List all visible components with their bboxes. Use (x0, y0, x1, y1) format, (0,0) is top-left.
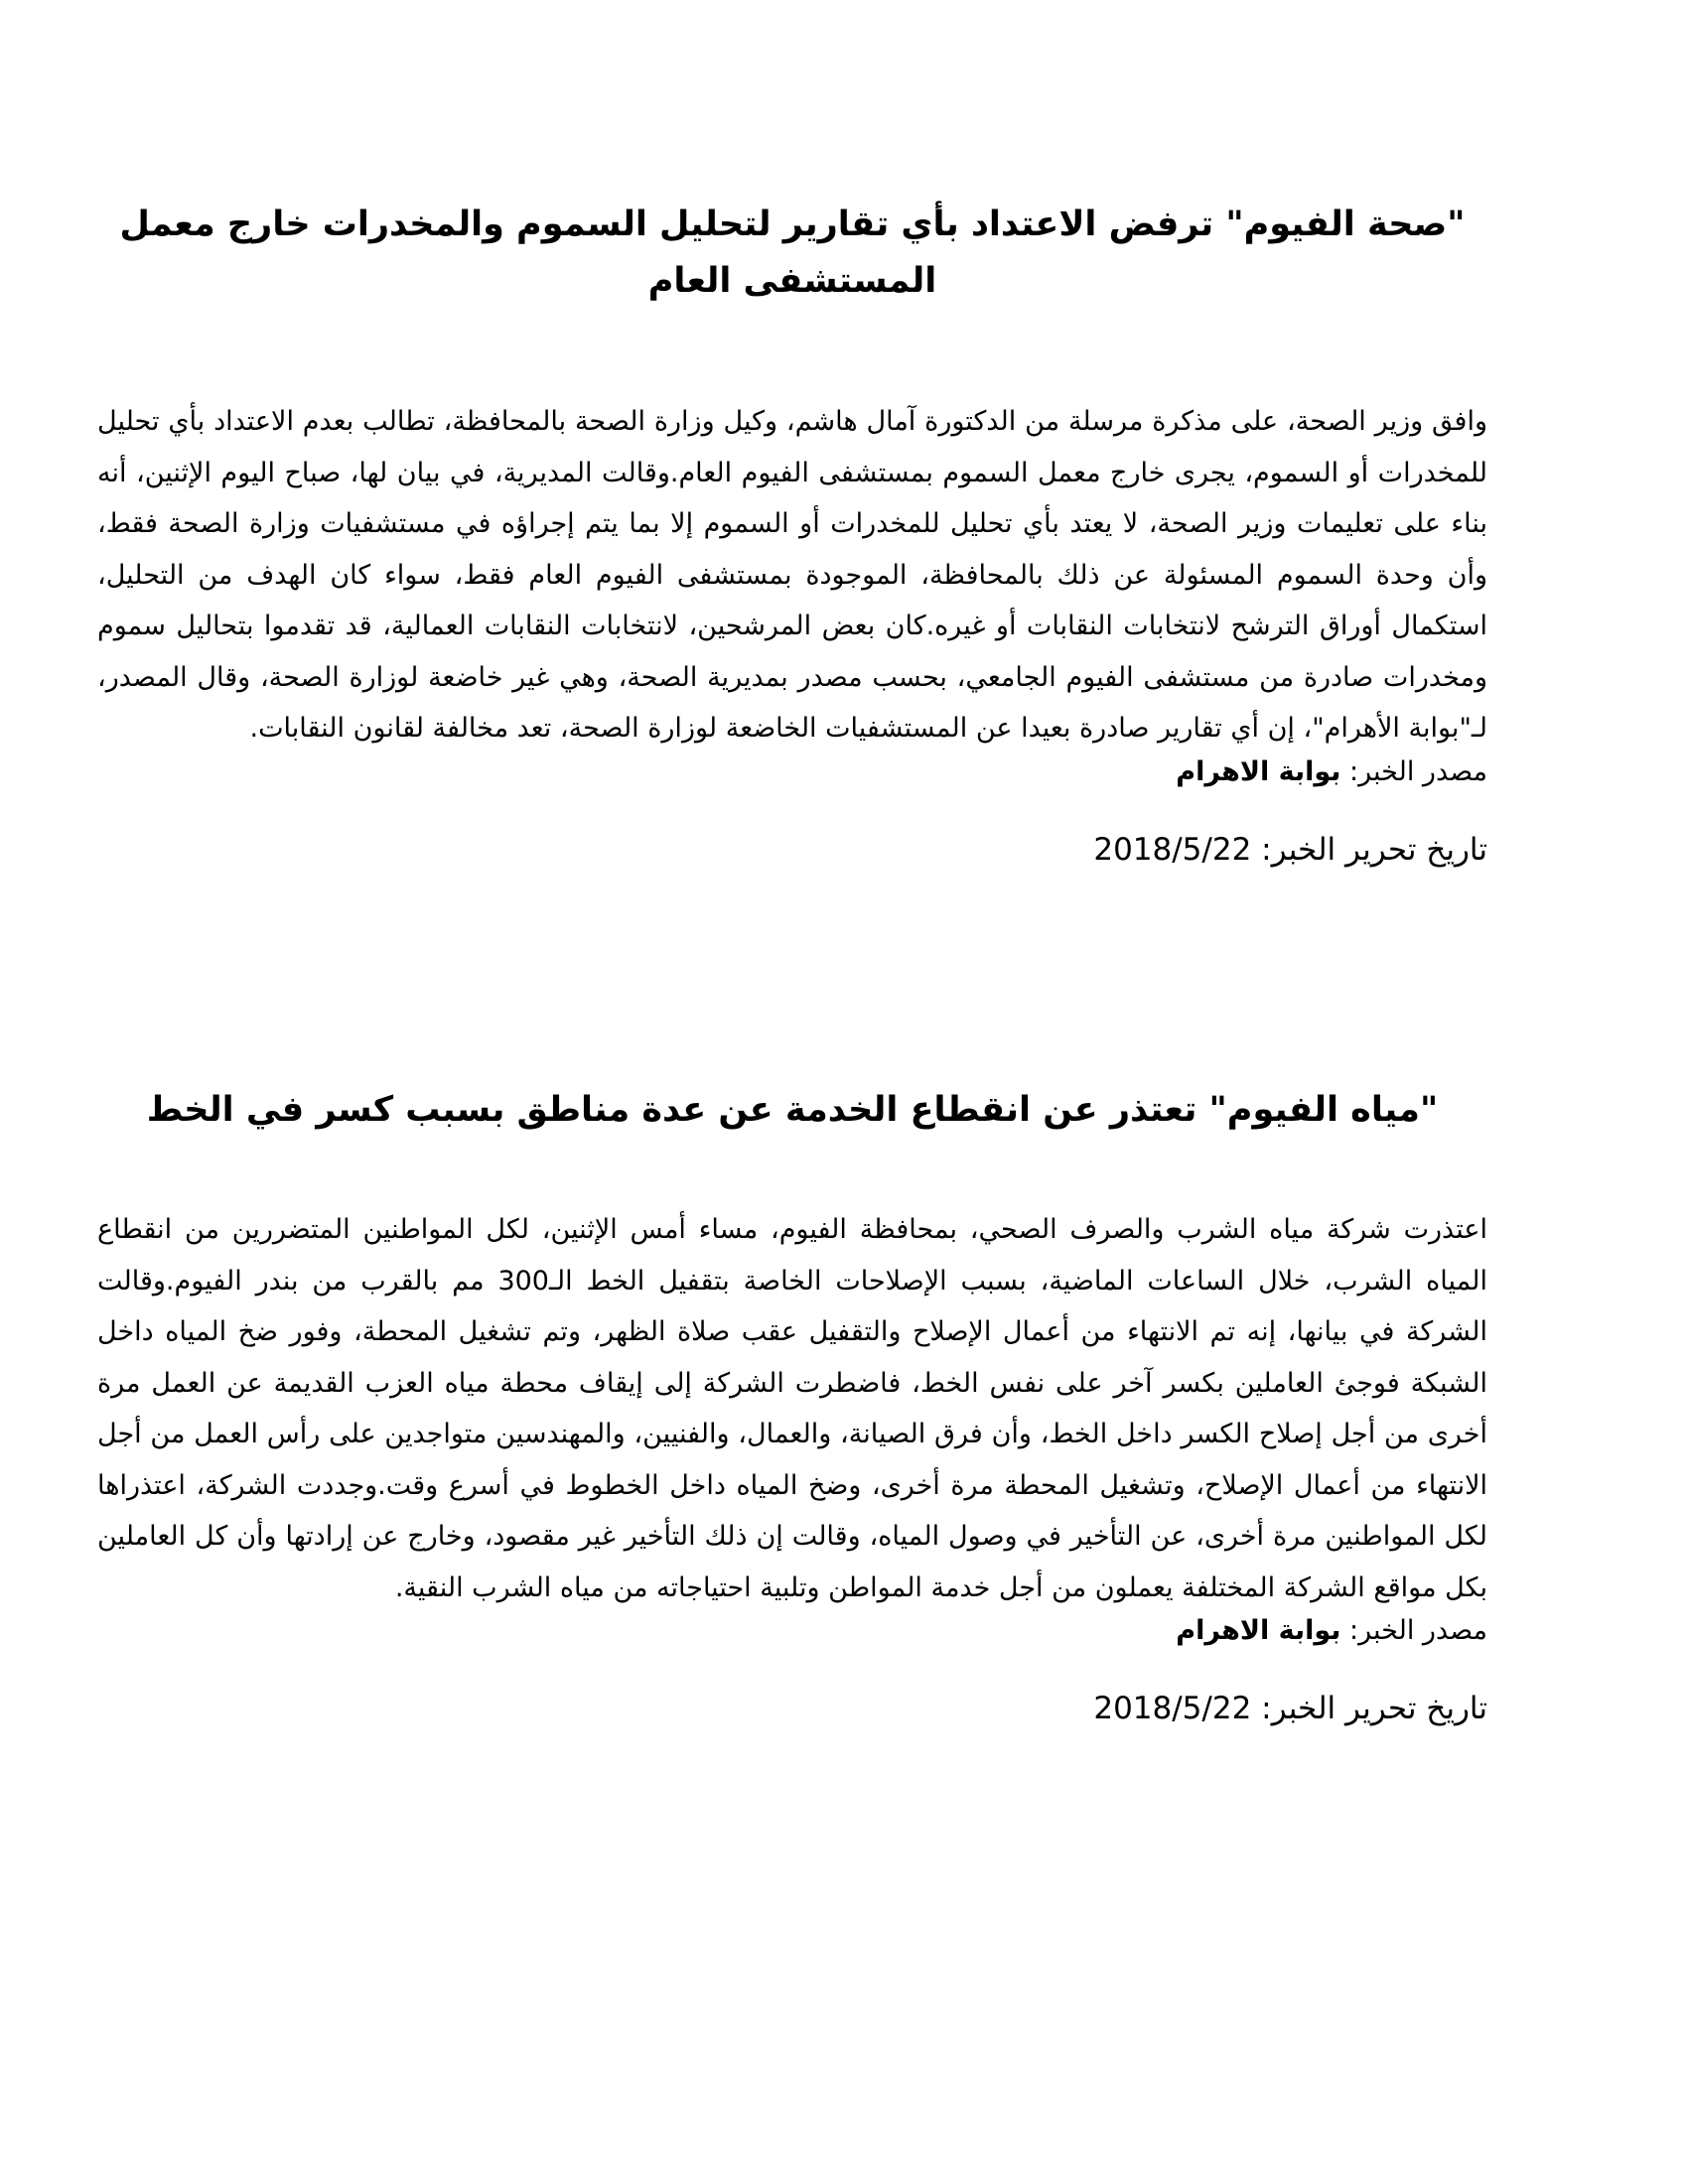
article-date (97, 830, 1487, 870)
article-body: اعتذرت شركة مياه الشرب والصرف الصحي، بمحافظة الفيوم، مساء أمس الإثنين، لكل المواطنين المتضررين من انقطاع المياه الشرب، خلال الساعات الماضية، بسبب الإصلاحات الخاصة بتقفيل الخط الـ300 مم بالقرب من بندر الفيوم.وقالت الشركة في بيانها، إنه تم الانتهاء من أعمال الإصلاح والتقفيل عقب صلاة الظهر، وتم تشغيل المحطة، وفور ضخ المياه داخل الشبكة فوجئ العاملين بكسر آخر على نفس الخط، فاضطرت الشركة إلى إيقاف محطة مياه العزب القديمة عن العمل مرة أخرى من أجل إصلاح الكسر داخل الخط، وأن فرق الصيانة، والعمال، والفنيين، والمهندسين متواجدين على رأس العمل من أجل الانتهاء من أعمال الإصلاح، وتشغيل المحطة مرة أخرى، وضخ المياه داخل الخطوط في أسرع وقت.وجددت الشركة، اعتذراها لكل المواطنين مرة أخرى، عن التأخير في وصول المياه، وقالت إن ذلك التأخير غير مقصود، وخارج عن إرادتها وأن كل العاملين بكل مواقع الشركة المختلفة يعملون من أجل خدمة المواطن وتلبية احتياجاته من مياه الشرب النقية. (97, 1214, 1487, 1603)
date-value: 2018/5/22 (1093, 831, 1252, 868)
news-article (97, 1082, 1487, 1728)
article-headline: "صحة الفيوم" ترفض الاعتداد بأي تقارير لتحليل السموم والمخدرات خارج معمل المستشفى العام (119, 205, 1466, 301)
source-value: بوابة الاهرام (1176, 1615, 1341, 1646)
article-date (97, 1689, 1487, 1728)
source-label: مصدر الخبر: (1340, 1615, 1487, 1646)
source-value: بوابة الاهرام (1176, 755, 1341, 787)
article-body: وافق وزير الصحة، على مذكرة مرسلة من الدكتورة آمال هاشم، وكيل وزارة الصحة بالمحافظة، تطالب بعدم الاعتداد بأي تحليل للمخدرات أو السموم، يجرى خارج معمل السموم بمستشفى الفيوم العام.وقالت المديرية، في بيان لها، صباح اليوم الإثنين، أنه بناء على تعليمات وزير الصحة، لا يعتد بأي تحليل للمخدرات أو السموم إلا بما يتم إجراؤه في مستشفيات وزارة الصحة فقط، وأن وحدة السموم المسئولة عن ذلك بالمحافظة، الموجودة بمستشفى الفيوم العام فقط، سواء كان الهدف من التحليل، استكمال أوراق الترشح لانتخابات النقابات أو غيره.كان بعض المرشحين، لانتخابات النقابات العمالية، قد تقدموا بتحاليل سموم ومخدرات صادرة من مستشفى الفيوم الجامعي، بحسب مصدر بمديرية الصحة، وهي غير خاضعة لوزارة الصحة، وقال المصدر، لـ"بوابة الأهرام"، إن أي تقارير صادرة بعيدا عن المستشفيات الخاضعة لوزارة الصحة، تعد مخالفة لقانون النقابات. (97, 406, 1487, 744)
article-source (97, 754, 1487, 790)
news-article (97, 197, 1487, 870)
date-label: تاريخ تحرير الخبر: (1251, 1691, 1487, 1726)
article-source (97, 1613, 1487, 1649)
date-label: تاريخ تحرير الخبر: (1251, 831, 1487, 868)
source-label: مصدر الخبر: (1340, 755, 1487, 787)
date-value: 2018/5/22 (1093, 1691, 1252, 1726)
article-headline: "مياه الفيوم" تعتذر عن انقطاع الخدمة عن عدة مناطق بسبب كسر في الخط (146, 1090, 1439, 1130)
